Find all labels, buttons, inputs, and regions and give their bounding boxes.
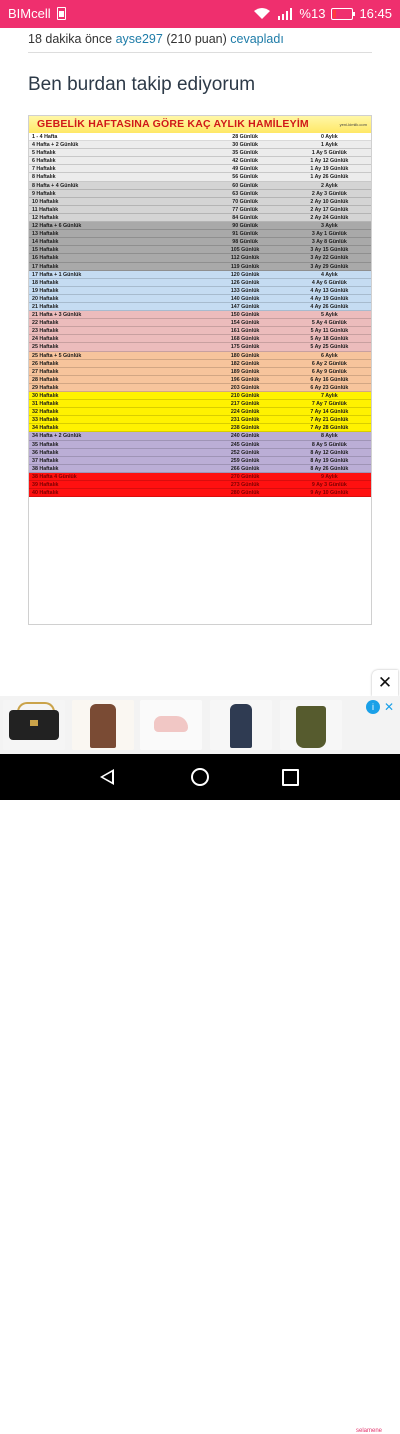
table-cell-days: 140 Günlük (230, 295, 260, 302)
table-cell-week: 38 Haftalık (32, 465, 59, 472)
home-icon[interactable] (191, 768, 209, 786)
table-cell-days: 91 Günlük (232, 231, 258, 238)
table-row (29, 141, 371, 149)
table-cell-days: 77 Günlük (232, 206, 258, 213)
table-cell-days: 90 Günlük (232, 223, 258, 230)
table-row (29, 165, 371, 173)
table-cell-month: 1 Ay 5 Günlük (311, 150, 347, 157)
table-cell-week: 8 Haftalık (32, 174, 56, 181)
table-cell-week: 11 Haftalık (32, 206, 59, 213)
table-row (29, 416, 371, 424)
battery-percent: %13 (299, 6, 326, 21)
table-row (29, 457, 371, 465)
table-cell-month: 3 Ay 1 Günlük (311, 231, 347, 238)
ad-brand-logo: selamene (356, 1428, 383, 1434)
ad-product-bag[interactable] (3, 700, 65, 750)
table-rows (29, 133, 371, 497)
table-row (29, 352, 371, 360)
table-cell-month: 4 Ay 26 Günlük (310, 303, 349, 310)
table-row (29, 222, 371, 230)
table-row (29, 335, 371, 343)
table-cell-days: 238 Günlük (230, 425, 260, 432)
table-cell-days: 28 Günlük (232, 134, 258, 140)
table-cell-month: 6 Aylık (321, 352, 338, 359)
table-cell-week: 36 Haftalık (32, 449, 59, 456)
table-cell-week: 26 Haftalık (32, 360, 59, 367)
table-cell-month: 2 Ay 24 Günlük (310, 214, 349, 221)
table-row (29, 465, 371, 473)
table-cell-month: 2 Ay 3 Günlük (311, 190, 347, 197)
status-left (8, 6, 66, 21)
table-cell-days: 224 Günlük (230, 409, 260, 416)
table-cell-days: 196 Günlük (230, 376, 260, 383)
table-row (29, 279, 371, 287)
ad-product-dress-plaid[interactable] (210, 700, 272, 750)
wifi-icon (253, 8, 271, 20)
table-cell-month: 6 Ay 2 Günlük (311, 360, 347, 367)
sim-card-icon (57, 7, 66, 20)
table-cell-days: 259 Günlük (230, 457, 260, 464)
table-cell-week: 29 Haftalık (32, 384, 59, 391)
table-cell-week: 24 Haftalık (32, 336, 59, 343)
table-row (29, 254, 371, 262)
table-cell-month: 4 Ay 13 Günlük (310, 287, 349, 294)
table-cell-week: 34 Hafta + 2 Günlük (32, 433, 82, 440)
table-cell-week: 32 Haftalık (32, 409, 59, 416)
table-cell-month: 3 Ay 29 Günlük (310, 263, 349, 270)
table-cell-days: 280 Günlük (230, 490, 260, 497)
status-bar (0, 0, 400, 28)
table-cell-week: 23 Haftalık (32, 328, 59, 335)
table-cell-days: 203 Günlük (230, 384, 260, 391)
close-icon: ✕ (377, 673, 393, 692)
table-cell-month: 5 Aylık (321, 312, 338, 319)
table-row (29, 238, 371, 246)
table-cell-month: 1 Ay 26 Günlük (310, 174, 349, 181)
table-cell-days: 150 Günlük (230, 312, 260, 319)
table-cell-days: 70 Günlük (232, 198, 258, 205)
table-row (29, 157, 371, 165)
table-row (29, 392, 371, 400)
table-cell-days: 161 Günlük (230, 328, 260, 335)
table-cell-month: 3 Aylık (321, 223, 338, 230)
table-row (29, 198, 371, 206)
recent-apps-icon[interactable] (282, 769, 299, 786)
ad-close-icon[interactable]: ✕ (384, 700, 395, 714)
table-cell-week: 28 Haftalık (32, 376, 59, 383)
table-row (29, 206, 371, 214)
table-cell-days: 273 Günlük (230, 482, 260, 489)
table-cell-week: 30 Haftalık (32, 393, 59, 399)
table-cell-month: 4 Aylık (321, 271, 338, 278)
table-cell-month: 6 Ay 9 Günlük (311, 368, 347, 375)
table-cell-month: 4 Ay 6 Günlük (311, 279, 347, 286)
table-row (29, 432, 371, 440)
table-cell-days: 154 Günlük (230, 320, 260, 327)
table-cell-days: 266 Günlük (230, 465, 260, 472)
table-cell-days: 63 Günlük (232, 190, 258, 197)
table-cell-month: 6 Ay 23 Günlük (310, 384, 349, 391)
table-cell-month: 3 Ay 22 Günlük (310, 255, 349, 262)
username-link[interactable]: ayse297 (115, 32, 163, 46)
table-row (29, 368, 371, 376)
table-cell-month: 7 Ay 28 Günlük (310, 425, 349, 432)
table-cell-week: 40 Haftalık (32, 490, 59, 497)
table-cell-week: 38 Hafta 4 Günlük (32, 473, 77, 480)
table-cell-days: 60 Günlük (232, 182, 258, 189)
signal-icon (277, 8, 293, 20)
table-row (29, 311, 371, 319)
table-cell-week: 37 Haftalık (32, 457, 59, 464)
table-cell-month: 8 Ay 26 Günlük (310, 465, 349, 472)
table-cell-days: 182 Günlük (230, 360, 260, 367)
table-row (29, 449, 371, 457)
table-cell-week: 25 Haftalık (32, 344, 59, 351)
table-cell-month: 9 Aylık (321, 473, 338, 480)
table-row (29, 408, 371, 416)
navigation-bar (0, 754, 400, 800)
table-row (29, 481, 371, 489)
table-cell-month: 2 Ay 10 Günlük (310, 198, 349, 205)
table-cell-days: 210 Günlük (230, 393, 260, 399)
table-row (29, 295, 371, 303)
table-cell-days: 120 Günlük (230, 271, 260, 278)
ad-banner[interactable] (0, 696, 400, 1434)
table-row (29, 343, 371, 351)
carrier-name: BIMcell (8, 6, 51, 21)
table-cell-days: 84 Günlük (232, 214, 258, 221)
table-cell-days: 98 Günlük (232, 239, 258, 246)
table-row (29, 182, 371, 190)
battery-icon (331, 8, 353, 20)
table-row (29, 271, 371, 279)
table-cell-days: 168 Günlük (230, 336, 260, 343)
table-cell-days: 56 Günlük (232, 174, 258, 181)
table-cell-month: 1 Aylık (321, 142, 338, 149)
table-cell-week: 15 Haftalık (32, 247, 59, 254)
table-cell-week: 22 Haftalık (32, 320, 59, 327)
table-cell-days: 175 Günlük (230, 344, 260, 351)
table-cell-week: 17 Haftalık (32, 263, 59, 270)
table-source: yeni-kimlik.com (339, 122, 367, 127)
table-cell-week: 6 Haftalık (32, 158, 56, 165)
ad-product-dress[interactable] (72, 700, 134, 750)
table-cell-week: 39 Haftalık (32, 482, 59, 489)
table-cell-month: 9 Ay 3 Günlük (311, 482, 347, 489)
table-cell-month: 2 Ay 17 Günlük (310, 206, 349, 213)
table-cell-days: 126 Günlük (230, 279, 260, 286)
ad-product-shoes[interactable] (140, 700, 202, 750)
table-cell-month: 8 Ay 19 Günlük (310, 457, 349, 464)
table-cell-week: 20 Haftalık (32, 295, 59, 302)
table-cell-week: 5 Haftalık (32, 150, 56, 157)
table-row (29, 246, 371, 254)
table-cell-days: 112 Günlük (230, 255, 260, 262)
ad-product-skirt[interactable] (280, 700, 342, 750)
table-row (29, 319, 371, 327)
table-cell-week: 31 Haftalık (32, 401, 59, 408)
table-row (29, 214, 371, 222)
table-cell-days: 217 Günlük (230, 401, 260, 408)
table-cell-week: 12 Haftalık (32, 214, 59, 221)
table-row (29, 400, 371, 408)
table-row (29, 230, 371, 238)
table-title: GEBELİK HAFTASINA GÖRE KAÇ AYLIK HAMİLEYİM (37, 118, 309, 130)
table-cell-month: 6 Ay 16 Günlük (310, 376, 349, 383)
table-row (29, 424, 371, 432)
table-cell-month: 0 Aylık (321, 134, 338, 140)
table-cell-days: 231 Günlük (230, 417, 260, 424)
table-cell-days: 49 Günlük (232, 166, 258, 173)
table-cell-days: 42 Günlük (232, 158, 258, 165)
answered-link[interactable]: cevapladı (230, 32, 284, 46)
table-cell-days: 105 Günlük (230, 247, 260, 254)
table-row (29, 327, 371, 335)
table-cell-days: 119 Günlük (230, 263, 260, 270)
table-cell-month: 7 Ay 7 Günlük (311, 401, 347, 408)
table-cell-week: 1 - 4 Hafta (32, 134, 58, 140)
table-row (29, 149, 371, 157)
table-cell-month: 8 Ay 12 Günlük (310, 449, 349, 456)
table-cell-week: 18 Haftalık (32, 279, 59, 286)
table-cell-month: 1 Ay 12 Günlük (310, 158, 349, 165)
table-cell-week: 10 Haftalık (32, 198, 59, 205)
table-cell-week: 7 Haftalık (32, 166, 56, 173)
table-row (29, 287, 371, 295)
table-row (29, 384, 371, 392)
table-cell-week: 4 Hafta + 2 Günlük (32, 142, 79, 149)
table-cell-week: 13 Haftalık (32, 231, 59, 238)
table-cell-week: 21 Hafta + 3 Günlük (32, 312, 82, 319)
table-cell-days: 180 Günlük (230, 352, 260, 359)
table-cell-days: 133 Günlük (230, 287, 260, 294)
table-row (29, 133, 371, 141)
page-content[interactable] (0, 28, 400, 696)
table-row (29, 173, 371, 181)
table-cell-week: 14 Haftalık (32, 239, 59, 246)
table-cell-week: 35 Haftalık (32, 441, 59, 448)
status-right (253, 6, 392, 21)
back-icon[interactable] (100, 769, 114, 785)
table-cell-week: 33 Haftalık (32, 417, 59, 424)
table-cell-days: 30 Günlük (232, 142, 258, 149)
table-cell-days: 147 Günlük (230, 303, 260, 310)
table-cell-week: 19 Haftalık (32, 287, 59, 294)
clock: 16:45 (359, 6, 392, 21)
table-title-bar (29, 116, 371, 133)
table-cell-month: 5 Ay 11 Günlük (310, 328, 349, 335)
close-ad-button[interactable] (372, 670, 398, 696)
divider (28, 52, 372, 53)
table-cell-week: 17 Hafta + 1 Günlük (32, 271, 82, 278)
table-cell-days: 35 Günlük (232, 150, 258, 157)
answer-meta (28, 32, 284, 46)
table-cell-week: 21 Haftalık (32, 303, 59, 310)
table-cell-month: 7 Ay 21 Günlük (310, 417, 349, 424)
table-row (29, 473, 371, 481)
table-row (29, 190, 371, 198)
table-row (29, 376, 371, 384)
comment-text: Ben burdan takip ediyorum (28, 74, 256, 95)
table-cell-week: 16 Haftalık (32, 255, 59, 262)
table-cell-month: 7 Aylık (321, 393, 338, 399)
table-cell-days: 245 Günlük (230, 441, 260, 448)
user-points: (210 puan) (166, 32, 227, 46)
pregnancy-table-image[interactable] (28, 115, 372, 625)
table-cell-month: 2 Aylık (321, 182, 338, 189)
table-cell-month: 8 Ay 5 Günlük (311, 441, 347, 448)
table-cell-week: 8 Hafta + 4 Günlük (32, 182, 79, 189)
table-row (29, 360, 371, 368)
table-cell-month: 7 Ay 14 Günlük (310, 409, 349, 416)
table-row (29, 303, 371, 311)
adchoices-icon[interactable]: i (366, 700, 380, 714)
table-cell-days: 270 Günlük (230, 473, 260, 480)
table-cell-month: 1 Ay 19 Günlük (310, 166, 349, 173)
table-cell-month: 3 Ay 15 Günlük (310, 247, 349, 254)
table-cell-month: 4 Ay 19 Günlük (310, 295, 349, 302)
table-cell-week: 25 Hafta + 5 Günlük (32, 352, 82, 359)
table-cell-days: 240 Günlük (230, 433, 260, 440)
table-cell-week: 12 Hafta + 6 Günlük (32, 223, 82, 230)
table-cell-month: 5 Ay 18 Günlük (310, 336, 349, 343)
table-row (29, 263, 371, 271)
table-cell-month: 5 Ay 4 Günlük (311, 320, 347, 327)
time-ago: 18 dakika önce (28, 32, 113, 46)
table-cell-week: 27 Haftalık (32, 368, 59, 375)
table-cell-month: 3 Ay 8 Günlük (311, 239, 347, 246)
table-cell-days: 189 Günlük (230, 368, 260, 375)
table-cell-month: 5 Ay 25 Günlük (310, 344, 349, 351)
table-cell-week: 9 Haftalık (32, 190, 56, 197)
table-row (29, 441, 371, 449)
table-cell-month: 9 Ay 10 Günlük (310, 490, 349, 497)
table-cell-days: 252 Günlük (230, 449, 260, 456)
table-row (29, 489, 371, 497)
table-cell-week: 34 Haftalık (32, 425, 59, 432)
table-cell-month: 8 Aylık (321, 433, 338, 440)
